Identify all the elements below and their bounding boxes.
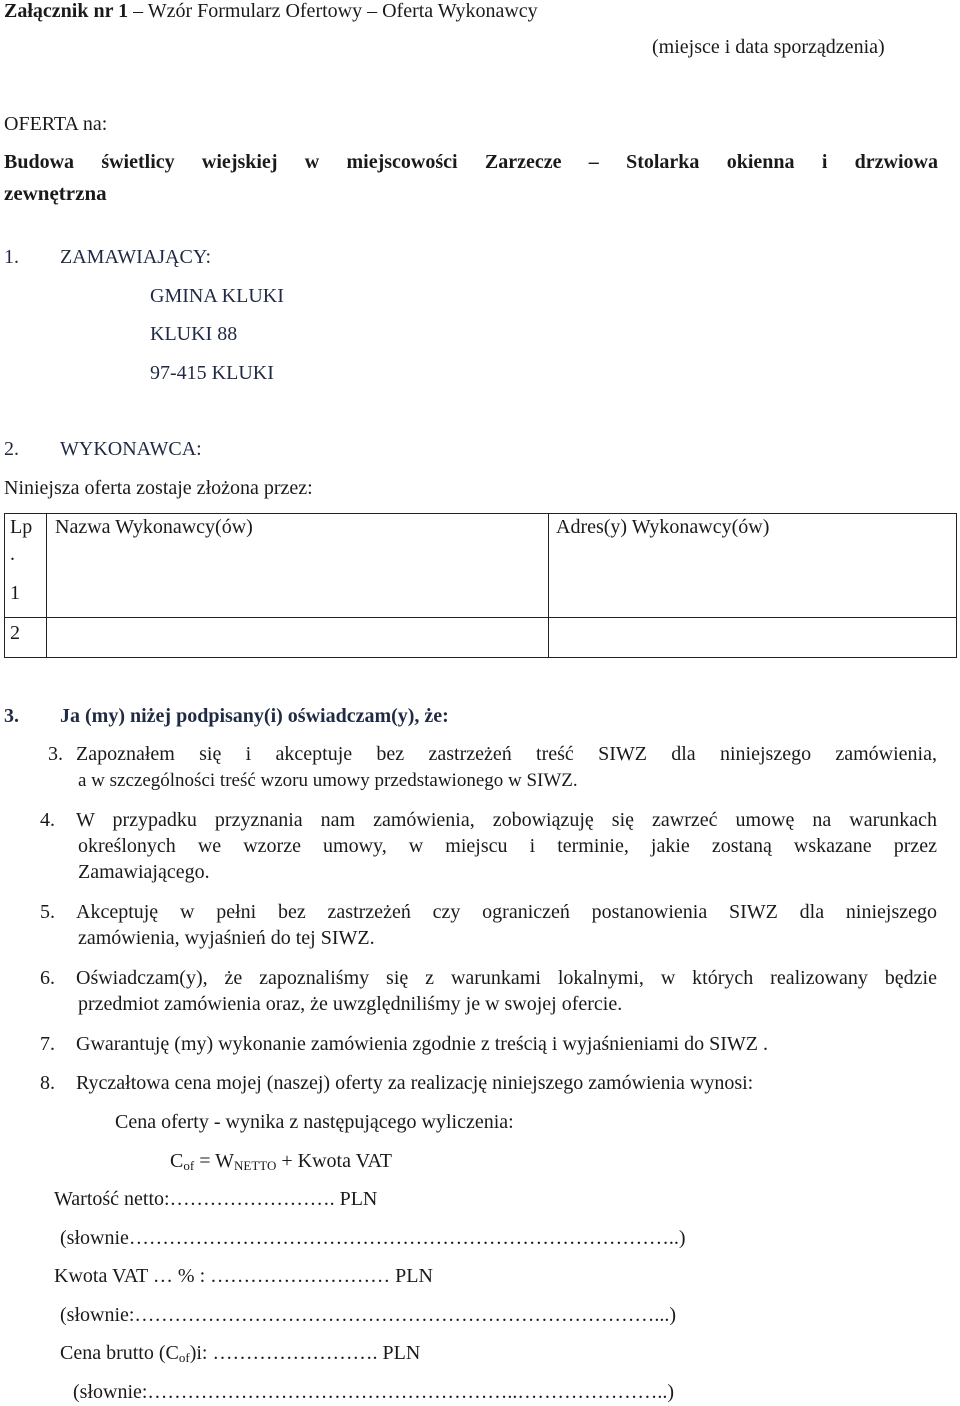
client-name: GMINA KLUKI	[150, 285, 284, 307]
col-header-name: Nazwa Wykonawcy(ów)	[55, 516, 253, 538]
section-2-number: 2.	[4, 438, 19, 460]
table-border-bottom	[4, 657, 957, 658]
section-3-number: 3.	[4, 705, 19, 727]
table-border-top	[4, 513, 957, 514]
offer-subject-line-2: zewnętrzna	[4, 181, 107, 205]
vat-amount-field[interactable]: Kwota VAT … % : ……………………… PLN	[54, 1265, 433, 1287]
gross-price-words-field[interactable]: (słownie:………………………………………………..…………………..)	[73, 1381, 675, 1403]
section-3-heading: Ja (my) niżej podpisany(i) oświadczam(y), że:	[60, 705, 449, 727]
item-3-line-2: a w szczególności treść wzoru umowy przedstawionego w SIWZ.	[78, 770, 578, 791]
section-2-heading: WYKONAWCA:	[60, 438, 202, 460]
section-1-heading: ZAMAWIAJĄCY:	[60, 246, 211, 268]
item-5-line-1: Akceptuję w pełni bez zastrzeżeń czy ograniczeń postanowienia SIWZ dla niniejszego	[76, 901, 937, 923]
gross-price-field[interactable]	[60, 1342, 420, 1365]
offer-subject-line-1: Budowa świetlicy wiejskiej w miejscowości Zarzecze – Stolarka okienna i drzwiowa	[4, 151, 938, 173]
offer-label: OFERTA na:	[4, 113, 108, 135]
item-5-number: 5.	[40, 901, 55, 923]
col-header-lp: Lp	[10, 516, 33, 538]
table-border-right	[956, 513, 957, 658]
table-border-left	[4, 513, 5, 658]
item-4-number: 4.	[40, 809, 55, 831]
item-6-line-2: przedmiot zamówienia oraz, że uwzględniliśmy je w swojej ofercie.	[78, 993, 623, 1015]
item-4-line-2: określonych we wzorze umowy, w miejscu i terminie, jakie zostaną wskazane przez	[78, 835, 937, 857]
item-3-line-1: Zapoznałem się i akceptuje bez zastrzeżeń treść SIWZ dla niniejszego zamówienia,	[76, 743, 937, 765]
vat-amount-words-field[interactable]: (słownie:……………………………………………………………………...)	[60, 1304, 677, 1326]
client-street: KLUKI 88	[150, 323, 238, 345]
attachment-title-rest: – Wzór Formularz Ofertowy – Oferta Wykonawcy	[133, 0, 538, 22]
gross-price-label: Cena brutto (C	[60, 1342, 179, 1364]
net-value-words-field[interactable]: (słownie………………………………………………………………………..)	[60, 1227, 686, 1249]
gross-price-blank: )i: ……………………. PLN	[189, 1342, 421, 1364]
table-row-divider	[4, 617, 957, 618]
item-8-number: 8.	[40, 1072, 55, 1094]
table-col-divider-1	[46, 513, 47, 658]
col-header-address: Adres(y) Wykonawcy(ów)	[556, 516, 770, 538]
item-5-line-2: zamówienia, wyjaśnień do tej SIWZ.	[78, 927, 375, 949]
contractor-table	[4, 513, 957, 658]
item-3-number: 3.	[48, 743, 63, 765]
item-4-line-3: Zamawiającego.	[78, 861, 210, 883]
formula-eq: = W	[194, 1150, 234, 1172]
formula-c: C	[170, 1150, 184, 1172]
place-date-placeholder: (miejsce i data sporządzenia)	[652, 36, 885, 58]
item-7-number: 7.	[40, 1033, 55, 1055]
contractor-intro: Niniejsza oferta zostaje złożona przez:	[4, 477, 313, 499]
attachment-title	[4, 0, 538, 23]
formula-c-sub: of	[183, 1158, 195, 1173]
item-4-line-1: W przypadku przyznania nam zamówienia, zobowiązuję się zawrzeć umowę na warunkach	[76, 809, 937, 831]
price-calc-intro: Cena oferty - wynika z następującego wyliczenia:	[115, 1111, 514, 1133]
item-6-number: 6.	[40, 967, 55, 989]
item-7-line-1: Gwarantuję (my) wykonanie zamówienia zgodnie z treścią i wyjaśnieniami do SIWZ .	[76, 1033, 768, 1055]
client-city: 97-415 KLUKI	[150, 362, 274, 384]
gross-price-sub: of	[178, 1350, 190, 1365]
formula-w-sub: NETTO	[233, 1158, 277, 1173]
attachment-number: Załącznik nr 1	[4, 0, 129, 22]
item-8-line-1: Ryczałtowa cena mojej (naszej) oferty za realizację niniejszego zamówienia wynosi:	[76, 1072, 754, 1094]
item-6-line-1: Oświadczam(y), że zapoznaliśmy się z warunkami lokalnymi, w których realizowany będzie	[76, 967, 937, 989]
row-1-lp: 1	[10, 582, 20, 604]
table-col-divider-2	[548, 513, 549, 658]
price-formula	[170, 1150, 392, 1173]
net-value-field[interactable]: Wartość netto:……………………. PLN	[54, 1188, 378, 1210]
col-header-lp-dot: .	[10, 543, 15, 565]
formula-rest: + Kwota VAT	[276, 1150, 392, 1172]
row-2-lp: 2	[10, 622, 20, 644]
section-1-number: 1.	[4, 246, 19, 268]
